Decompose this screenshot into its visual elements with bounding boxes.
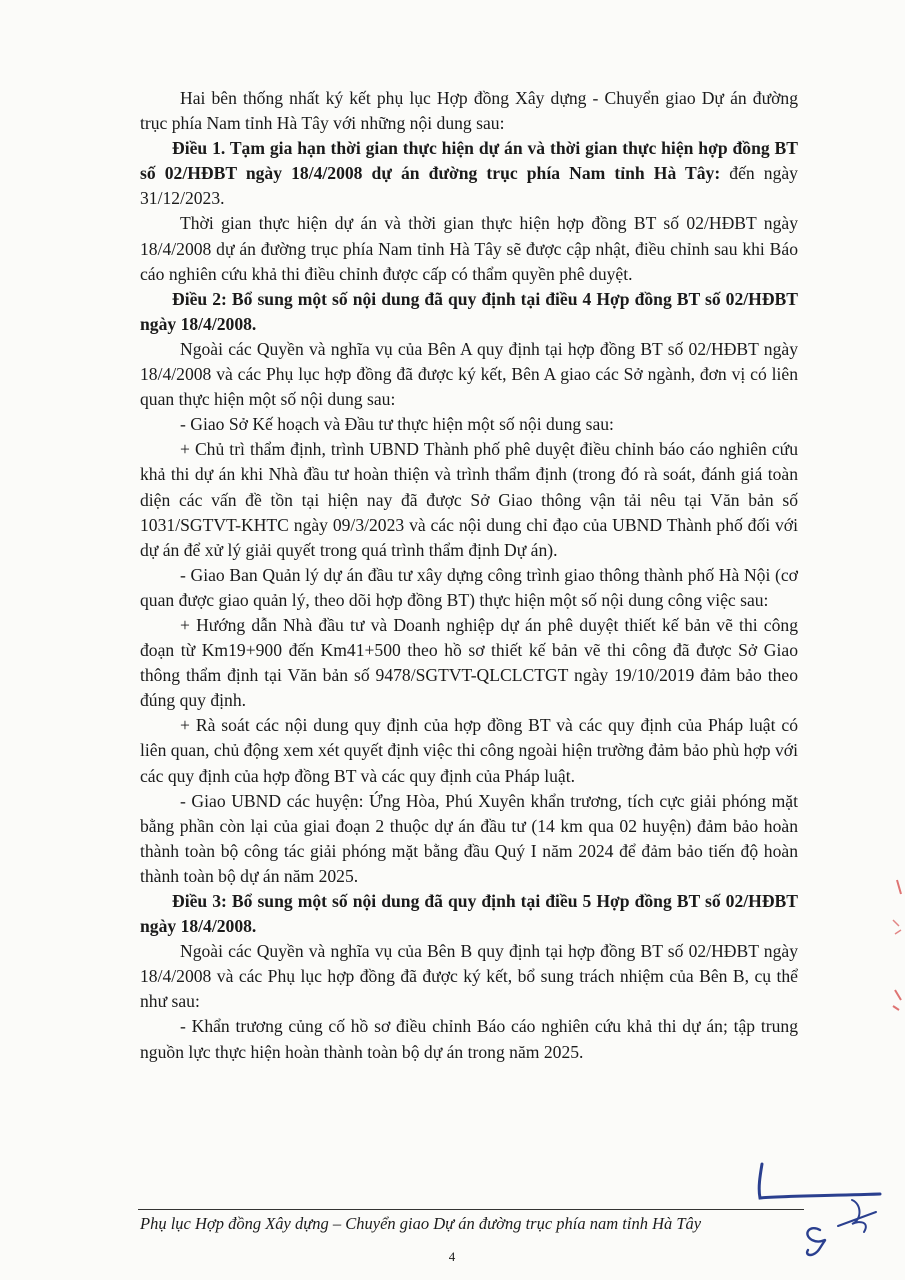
article-2-heading: Điều 2: Bổ sung một số nội dung đã quy định tại điều 4 Hợp đồng BT số 02/HĐBT ngày 18/4/2008. bbox=[140, 288, 798, 334]
article-2-item: - Giao Ban Quản lý dự án đầu tư xây dựng công trình giao thông thành phố Hà Nội (cơ quan được giao quản lý, theo dõi hợp đồng BT) thực hiện một số nội dung công việc sau: bbox=[140, 564, 798, 610]
article-2-item: - Giao UBND các huyện: Ứng Hòa, Phú Xuyên khẩn trương, tích cực giải phóng mặt bằng phần còn lại của giai đoạn 2 thuộc dự án đầu tư (14 km qua 02 huyện) đảm bảo hoàn thành toàn bộ công tác giải phóng mặt bằng đầu Quý I năm 2024 để đảm bảo tiến độ hoàn thành toàn bộ dự án năm 2025. bbox=[140, 790, 798, 886]
article-2-item: + Chủ trì thẩm định, trình UBND Thành phố phê duyệt điều chỉnh báo cáo nghiên cứu khả thi dự án khi Nhà đầu tư hoàn thiện và trình thẩm định (trong đó rà soát, đánh giá toàn diện các vấn đề tồn tại hiện nay đã được Sở Giao thông vận tải nêu tại Văn bản số 1031/SGTVT-KHTC ngày 09/3/2023 và các nội dung chỉ đạo của UBND Thành phố đối với dự án để xử lý giải quyết trong quá trình thẩm định Dự án). bbox=[140, 439, 798, 560]
page-number: 4 bbox=[448, 1249, 456, 1264]
article-2-item: + Rà soát các nội dung quy định của hợp đồng BT và các quy định của Pháp luật có liên quan, chủ động xem xét quyết định việc thi công ngoài hiện trường đảm bảo phù hợp với các quy định của hợp đồng BT và các quy định của Pháp luật. bbox=[140, 715, 798, 786]
article-1-heading-tail: đến ngày 31/12/2023. bbox=[140, 163, 798, 209]
article-1-heading-text: Điều 1. Tạm gia hạn thời gian thực hiện dự án và thời gian thực hiện hợp đồng BT số 02/HĐBT ngày 18/4/2008 dự án đường trục phía Nam tỉnh Hà Tây: bbox=[140, 138, 798, 184]
article-1-heading bbox=[140, 136, 798, 211]
intro-paragraph: Hai bên thống nhất ký kết phụ lục Hợp đồng Xây dựng - Chuyển giao Dự án đường trục phía Nam tỉnh Hà Tây với những nội dung sau: bbox=[140, 88, 798, 134]
article-3-heading: Điều 3: Bổ sung một số nội dung đã quy định tại điều 5 Hợp đồng BT số 02/HĐBT ngày 18/4/2008. bbox=[140, 891, 798, 937]
footer-text: Phụ lục Hợp đồng Xây dựng – Chuyển giao Dự án đường trục phía nam tỉnh Hà Tây bbox=[140, 1214, 702, 1233]
edge-stamp-marks bbox=[883, 860, 905, 1040]
article-2-paragraph: Ngoài các Quyền và nghĩa vụ của Bên A quy định tại hợp đồng BT số 02/HĐBT ngày 18/4/2008 và các Phụ lục hợp đồng đã được ký kết, Bên A giao các Sở ngành, đơn vị có liên quan thực hiện một số nội dung sau: bbox=[140, 338, 798, 410]
article-1-paragraph: Thời gian thực hiện dự án và thời gian thực hiện hợp đồng BT số 02/HĐBT ngày 18/4/2008 dự án đường trục phía Nam tỉnh Hà Tây sẽ được cập nhật, điều chỉnh sau khi Báo cáo nghiên cứu khả thi điều chỉnh được cấp có thẩm quyền phê duyệt. bbox=[140, 213, 798, 284]
article-2-item: + Hướng dẫn Nhà đầu tư và Doanh nghiệp dự án phê duyệt thiết kế bản vẽ thi công đoạn từ Km19+900 đến Km41+500 theo hồ sơ thiết kế bản vẽ thi công đã được Sở Giao thông thẩm định tại Văn bản số 9478/SGTVT-QLCLCTGT ngày 19/10/2019 đảm bảo theo đúng quy định. bbox=[140, 614, 798, 711]
article-3-paragraph: Ngoài các Quyền và nghĩa vụ của Bên B quy định tại hợp đồng BT số 02/HĐBT ngày 18/4/2008 và các Phụ lục hợp đồng đã được ký kết, bổ sung trách nhiệm của Bên B, cụ thể như sau: bbox=[140, 941, 798, 1012]
article-2-item: - Giao Sở Kế hoạch và Đầu tư thực hiện một số nội dung sau: bbox=[180, 414, 614, 435]
document-body bbox=[140, 86, 798, 1065]
article-3-item: - Khẩn trương củng cố hồ sơ điều chỉnh Báo cáo nghiên cứu khả thi dự án; tập trung nguồn lực thực hiện hoàn thành toàn bộ dự án trong năm 2025. bbox=[140, 1016, 798, 1062]
footer-initials-signature bbox=[790, 1190, 890, 1270]
footer-rule bbox=[138, 1209, 804, 1210]
